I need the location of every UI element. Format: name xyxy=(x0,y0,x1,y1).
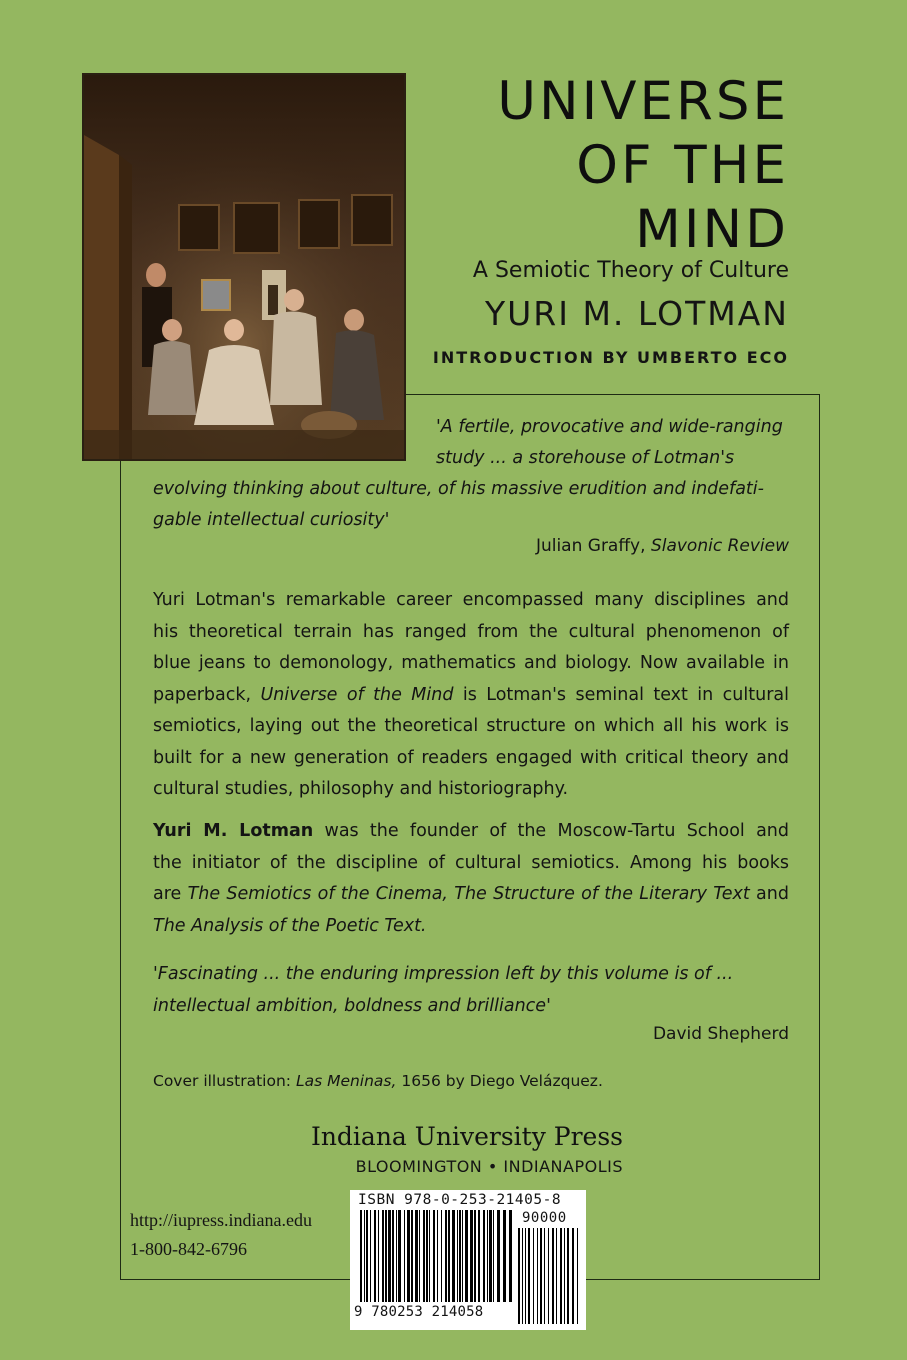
isbn-barcode xyxy=(350,1190,586,1330)
barcode-addon: 90000 xyxy=(522,1210,567,1226)
quote-1-attribution xyxy=(536,536,789,556)
quote-line: 'A fertile, provocative and wide-ranging xyxy=(436,417,783,437)
description-text: is Lotman's seminal text in cultural xyxy=(462,684,789,705)
description-line: blue jeans to demonology, mathematics and biology. Now available in xyxy=(153,653,789,673)
book-title xyxy=(497,70,789,262)
title-line: UNIVERSE xyxy=(497,71,789,132)
quote-line: study ... a storehouse of Lotman's xyxy=(436,448,735,468)
bio-line xyxy=(153,816,789,848)
description-text: paperback, xyxy=(153,684,252,705)
description-line xyxy=(153,680,789,712)
bio-text: was the founder of the Moscow-Tartu School and xyxy=(324,821,789,841)
publisher-cities: BLOOMINGTON • INDIANAPOLIS xyxy=(355,1157,623,1176)
attribution-source: Slavonic Review xyxy=(650,536,789,556)
bio-text: and xyxy=(756,884,789,904)
author-name: YURI M. LOTMAN xyxy=(485,294,789,333)
cover-painting xyxy=(82,73,406,461)
quote-line: 'Fascinating ... the enduring impression left by this volume is of ... xyxy=(153,964,734,984)
description-line: Yuri Lotman's remarkable career encompassed many disciplines and xyxy=(153,590,789,610)
book-description xyxy=(153,585,789,806)
bio-line xyxy=(153,911,789,943)
review-quote-1 xyxy=(153,412,789,536)
publisher-website: http://iupress.indiana.edu xyxy=(130,1210,312,1230)
bio-book-title: The Semiotics of the Cinema, xyxy=(187,884,448,904)
attribution-name: Julian Graffy, xyxy=(535,536,646,556)
book-subtitle: A Semiotic Theory of Culture xyxy=(472,258,789,283)
publisher-name: Indiana University Press xyxy=(310,1122,623,1151)
title-line: OF THE xyxy=(576,135,789,196)
bio-book-title: The Structure of the Literary Text xyxy=(454,884,750,904)
review-quote-2 xyxy=(153,958,789,1022)
description-line: his theoretical terrain has ranged from the cultural phenomenon of xyxy=(153,621,789,642)
credit-text: 1656 by Diego Velázquez. xyxy=(401,1072,603,1090)
bio-text: are xyxy=(153,884,182,904)
author-bio xyxy=(153,816,789,942)
description-book-title: Universe of the Mind xyxy=(260,684,454,705)
credit-text: Cover illustration: xyxy=(153,1072,291,1090)
title-line: MIND xyxy=(635,199,789,260)
bio-line: the initiator of the discipline of cultural semiotics. Among his books xyxy=(153,852,789,873)
bio-book-title: The Analysis of the Poetic Text. xyxy=(153,915,427,936)
publisher-phone: 1-800-842-6796 xyxy=(130,1239,247,1259)
quote-line: evolving thinking about culture, of his massive erudition and indefati- xyxy=(153,479,764,499)
quote-line: gable intellectual curiosity' xyxy=(153,510,390,530)
introduction-credit: INTRODUCTION BY UMBERTO ECO xyxy=(432,348,789,367)
credit-work-title: Las Meninas, xyxy=(295,1072,397,1090)
description-line: semiotics, laying out the theoretical structure on which all his work is xyxy=(153,716,789,736)
cover-illustration-credit xyxy=(153,1072,603,1090)
isbn-label: ISBN 978-0-253-21405-8 xyxy=(358,1192,562,1208)
description-line: built for a new generation of readers engaged with critical theory and xyxy=(153,747,789,768)
quote-2-attribution: David Shepherd xyxy=(652,1024,789,1044)
barcode-digits: 9 780253 214058 xyxy=(354,1304,484,1320)
bio-author-name: Yuri M. Lotman xyxy=(153,821,314,841)
bio-line xyxy=(153,879,789,911)
quote-line: intellectual ambition, boldness and brilliance' xyxy=(153,996,551,1016)
description-line: cultural studies, philosophy and historiography. xyxy=(153,779,569,799)
